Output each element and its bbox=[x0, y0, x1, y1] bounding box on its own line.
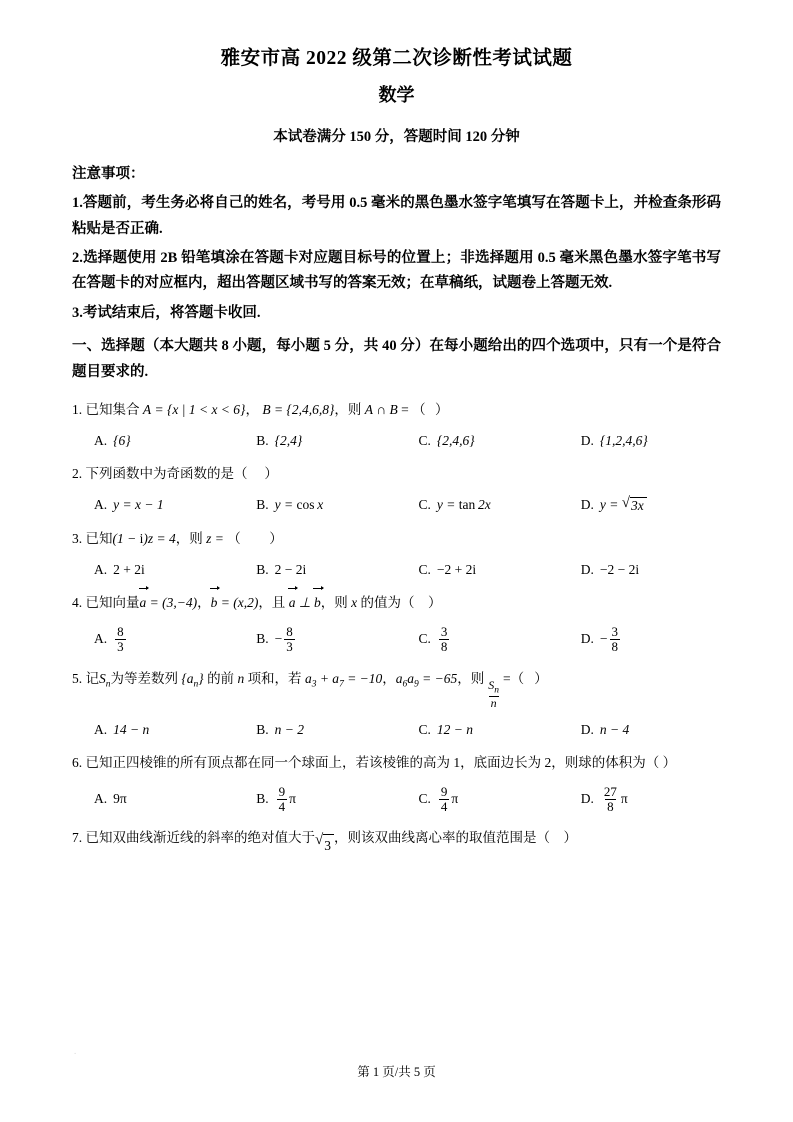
option-5-A[interactable]: A. 14 − n bbox=[94, 721, 150, 737]
question-3 bbox=[72, 528, 721, 578]
option-5-D[interactable]: D. n − 4 bbox=[580, 721, 630, 737]
option-1-A[interactable]: A. {6} bbox=[94, 432, 131, 448]
question-6-stem bbox=[72, 752, 721, 774]
question-7-number: 7. bbox=[72, 830, 83, 846]
notice-item-1: 1.答题前，考生务必将自己的姓名，考号用 0.5 毫米的黑色墨水签字笔填写在答题卡上，并检查条形码粘贴是否正确. bbox=[72, 195, 721, 237]
option-4-C[interactable]: C. $\frac{3}{8}$ bbox=[418, 624, 448, 654]
question-2-options bbox=[72, 496, 721, 514]
option-2-C[interactable]: C. y = tan 2x bbox=[418, 497, 491, 513]
option-2-B[interactable]: B. y = cos x bbox=[256, 497, 324, 513]
option-6-D[interactable]: D. $\frac{27}{8}$ π bbox=[580, 784, 628, 814]
option-5-B[interactable]: B. n − 2 bbox=[256, 721, 305, 737]
question-1-number: 1. bbox=[72, 401, 83, 417]
question-1-set-b: B = {2,4,6,8} bbox=[262, 401, 335, 417]
question-4-options bbox=[72, 625, 721, 653]
option-2-D[interactable]: D. y = √ 3x bbox=[559, 496, 721, 514]
question-1-lead: 已知集合 bbox=[85, 401, 140, 417]
option-1-C[interactable]: C. {2,4,6} bbox=[418, 432, 475, 448]
question-1 bbox=[72, 399, 721, 449]
sqrt-icon: √ 3 bbox=[315, 833, 334, 857]
page-footer: 第 1 页/共 5 页 bbox=[357, 1065, 436, 1079]
question-4 bbox=[72, 592, 721, 654]
option-3-C[interactable]: C. −2 + 2i bbox=[418, 561, 477, 577]
subject-title: 数学 bbox=[378, 85, 415, 106]
question-2 bbox=[72, 463, 721, 515]
option-4-B[interactable]: B. − $\frac{8}{3}$ bbox=[256, 624, 293, 654]
option-6-B[interactable]: B. $\frac{9}{4}$ π bbox=[256, 784, 296, 814]
notice-heading: 注意事项： bbox=[72, 166, 145, 183]
notice-item-2: 2.选择题使用 2B 铅笔填涂在答题卡对应题目标号的位置上；非选择题用 0.5 毫米黑色墨水签字笔书写在答题卡的对应框内，超出答题区域书写的答案无效；在草稿纸，试题卷上答题无效. bbox=[72, 250, 721, 292]
page-title: 雅安市高 2022 级第二次诊断性考试试题 bbox=[220, 48, 573, 69]
question-3-stem: 3. 已知(1 − i)z = 4，则 z = （ ） bbox=[72, 531, 286, 547]
question-3-number: 3. bbox=[72, 531, 83, 547]
option-5-C[interactable]: C. 12 − n bbox=[418, 721, 474, 737]
question-5-options bbox=[72, 722, 721, 738]
option-6-C[interactable]: C. $\frac{9}{4}$ π bbox=[418, 784, 459, 814]
question-5-stem: 5. 记$S_n$为等差数列 $\{a_n\}$ 的前 n 项和，若 $a_3 + a_7 = -10$，$a_6a_9 = -65$，则 $\frac{S_n}{n}$ =（ ） bbox=[72, 670, 548, 710]
question-2-stem: 2. 下列函数中为奇函数的是（ ） bbox=[72, 465, 278, 481]
question-6-text: 已知正四棱锥的所有顶点都在同一个球面上，若该棱锥的高为 1，底面边长为 2，则球的体积为（ ） bbox=[85, 754, 677, 770]
option-6-A[interactable]: A. 9π bbox=[94, 791, 127, 807]
option-3-D[interactable]: D. −2 − 2i bbox=[580, 561, 640, 577]
option-1-B[interactable]: B. {2,4} bbox=[256, 432, 303, 448]
question-7 bbox=[72, 827, 721, 856]
question-1-expr: A bbox=[364, 401, 373, 417]
option-3-B[interactable]: B. 2 − 2i bbox=[256, 561, 307, 577]
question-4-stem: 4. 已知向量a = (3,−4)，b = (x,2)，且 a ⊥ b，则 x 的值为（ ） bbox=[72, 592, 721, 614]
option-4-D[interactable]: D. − $\frac{3}{8}$ bbox=[580, 624, 618, 654]
question-5-number: 5. bbox=[72, 670, 83, 686]
notice-item-3: 3.考试结束后，将答题卡收回. bbox=[72, 304, 261, 321]
score-time-line: 本试卷满分 150 分，答题时间 120 分钟 bbox=[273, 129, 520, 146]
question-2-number: 2. bbox=[72, 465, 83, 481]
question-5 bbox=[72, 668, 721, 738]
question-1-stem: 1. 已知集合 A = {x | 1 < x < 6}， B = {2,4,6,8}，则 A ∩ B = （ ） bbox=[72, 401, 452, 417]
option-2-A[interactable]: A. y = x − 1 bbox=[94, 497, 164, 513]
question-6 bbox=[72, 752, 721, 814]
option-1-D[interactable]: D. {1,2,4,6} bbox=[580, 432, 648, 448]
question-7-stem: 7. 已知双曲线渐近线的斜率的绝对值大于 √ 3 ，则该双曲线离心率的取值范围是（ ） bbox=[72, 827, 721, 856]
question-6-options bbox=[72, 785, 721, 813]
option-4-A[interactable]: A. $\frac{8}{3}$ bbox=[94, 624, 124, 654]
question-1-options bbox=[72, 433, 721, 449]
option-3-A[interactable]: A. 2 + 2i bbox=[94, 561, 145, 577]
watermark-text: . bbox=[74, 1046, 77, 1056]
question-6-number: 6. bbox=[72, 754, 83, 770]
question-1-set-a: A = {x | 1 < x < 6} bbox=[142, 401, 246, 417]
section-heading-choice: 一、选择题（本大题共 8 小题，每小题 5 分，共 40 分）在每小题给出的四个选项中，只有一个是符合题目要求的. bbox=[72, 338, 721, 380]
question-3-options bbox=[72, 562, 721, 578]
sqrt-icon: √ 3x bbox=[622, 496, 647, 514]
question-4-number: 4. bbox=[72, 594, 83, 610]
